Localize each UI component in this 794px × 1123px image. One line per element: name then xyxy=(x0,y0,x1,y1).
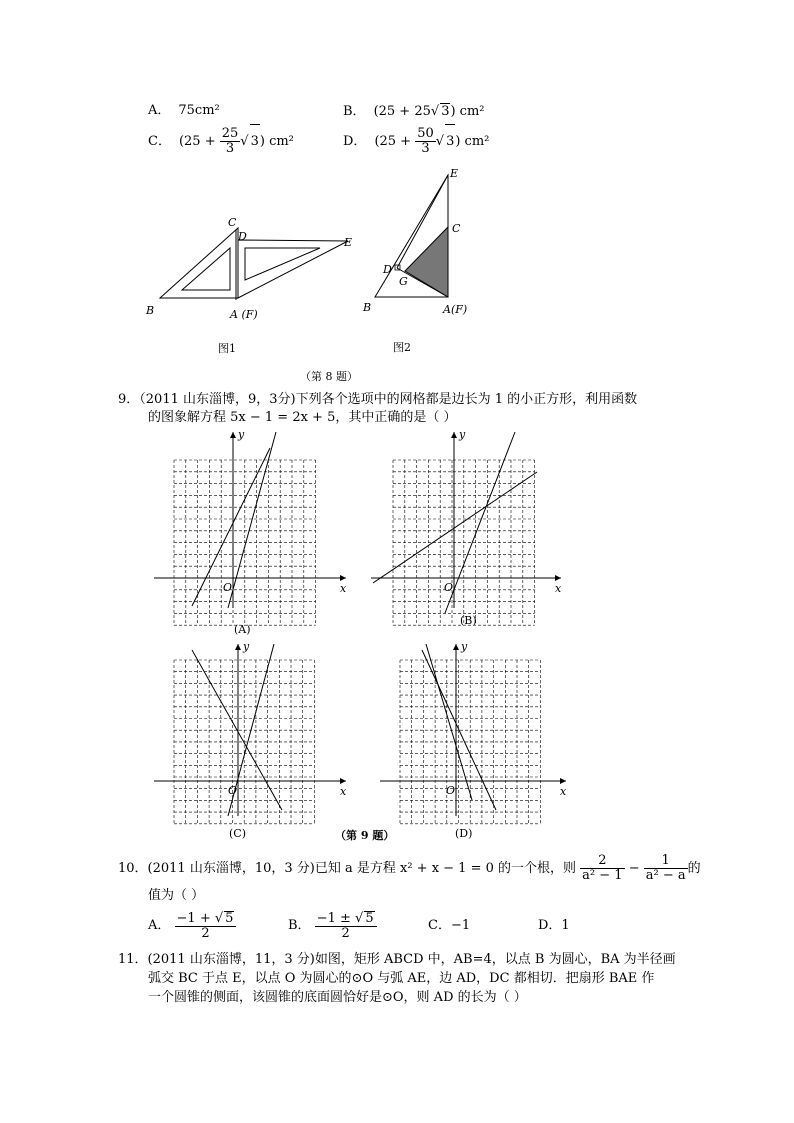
x-axis-arrow xyxy=(340,778,346,784)
y-axis-label: y xyxy=(459,428,466,441)
q9-label-d: (D) xyxy=(455,827,473,840)
q8-figure-2 xyxy=(355,165,495,360)
fig2-label-b: B xyxy=(363,301,372,314)
x-axis-label: x xyxy=(555,582,562,595)
y-axis-arrow xyxy=(230,432,236,438)
q8-option-c: C． (25 + $\frac{25}{3}$ √ 3) cm² xyxy=(148,124,294,158)
origin-label: O xyxy=(446,784,456,797)
q10-option-a: A． $\frac{-1 + √ 5}{2}$ xyxy=(148,908,236,944)
q11-line-1: 11．(2011 山东淄博，11，3 分)如图，矩形 ABCD 中，AB=4，以点 B 为圆心，BA 为半径画 xyxy=(118,952,676,967)
fig1-caption: 图1 xyxy=(218,342,236,355)
q9-graph-c xyxy=(150,640,360,830)
y-axis-label: y xyxy=(243,640,250,653)
y-axis-arrow xyxy=(453,644,459,650)
y-axis-label: y xyxy=(461,640,468,653)
fig2-label-af: A(F) xyxy=(443,303,468,316)
origin-label: O xyxy=(444,581,454,594)
origin-label: O xyxy=(228,784,238,797)
q9-graph-a xyxy=(150,428,360,638)
fig2-label-g: G xyxy=(399,275,408,288)
q9-line-2: 的图象解方程 5x − 1 = 2x + 5，其中正确的是（ ） xyxy=(148,410,457,425)
fig2-label-d: D xyxy=(383,263,392,276)
q10-option-d: D．1 xyxy=(538,918,570,933)
function-line xyxy=(422,650,496,810)
q9-label-a: (A) xyxy=(234,623,251,636)
fig2-caption: 图2 xyxy=(393,341,411,354)
function-line xyxy=(228,432,276,608)
q8-option-a: A． 75cm² xyxy=(148,103,220,118)
x-axis-label: x xyxy=(560,785,567,798)
q8-figure-1 xyxy=(140,210,370,360)
q9-graph-b xyxy=(365,428,575,638)
q10-line-1: 10．(2011 山东淄博，10，3 分)已知 a 是方程 x² + x − 1 = 0 的一个根，则 $\frac{2}{\text{a² − 1}}$ − $\frac{1}{\text{a² − a}}$ 的 xyxy=(118,853,701,883)
x-axis-label: x xyxy=(340,582,347,595)
y-axis-label: y xyxy=(238,428,245,441)
x-axis-arrow xyxy=(560,778,566,784)
q11-line-2: 弧交 BC 于点 E，以点 O 为圆心的⊙O 与弧 AE，边 AD，DC 都相切．把扇形 BAE 作 xyxy=(148,971,655,986)
q8-caption: （第 8 题） xyxy=(300,370,358,383)
q8-option-d: D． (25 + $\frac{50}{3}$ √ 3) cm² xyxy=(343,124,489,158)
fig1-label-c: C xyxy=(228,216,237,229)
q10-line-2: 值为（ ） xyxy=(148,888,205,903)
fig2-shaded-region xyxy=(405,227,448,297)
x-axis-arrow xyxy=(555,575,561,581)
function-line xyxy=(426,644,472,800)
q10-option-b: B． $\frac{-1 \pm √ 5}{2}$ xyxy=(288,908,377,944)
x-axis-label: x xyxy=(340,785,347,798)
x-axis-arrow xyxy=(340,575,346,581)
q9-graph-d xyxy=(370,640,580,830)
q10-option-c: C．−1 xyxy=(428,918,471,933)
fig2-label-c: C xyxy=(452,222,461,235)
q11-line-3: 一个圆锥的侧面，该圆锥的底面圆恰好是⊙O，则 AD 的长为（ ） xyxy=(148,990,527,1005)
fig2-label-e: E xyxy=(450,167,459,180)
y-axis-arrow xyxy=(451,432,457,438)
function-line xyxy=(445,432,515,613)
q9-line-1: 9．（2011 山东淄博，9，3分)下列各个选项中的网格都是边长为 1 的小正方形，利用函数 xyxy=(118,392,638,407)
origin-label: O xyxy=(223,581,233,594)
fig1-label-af: A (F) xyxy=(230,308,258,321)
y-axis-arrow xyxy=(235,644,241,650)
q8-option-b: B． (25 + 25√ 3) cm² xyxy=(343,103,485,120)
fig1-label-b: B xyxy=(146,304,155,317)
q9-caption: （第 9 题） xyxy=(335,829,395,842)
q9-label-b: (B) xyxy=(460,614,477,627)
fig1-label-e: E xyxy=(344,236,353,249)
q9-label-c: (C) xyxy=(229,827,246,840)
fig1-label-d: D xyxy=(238,230,247,243)
